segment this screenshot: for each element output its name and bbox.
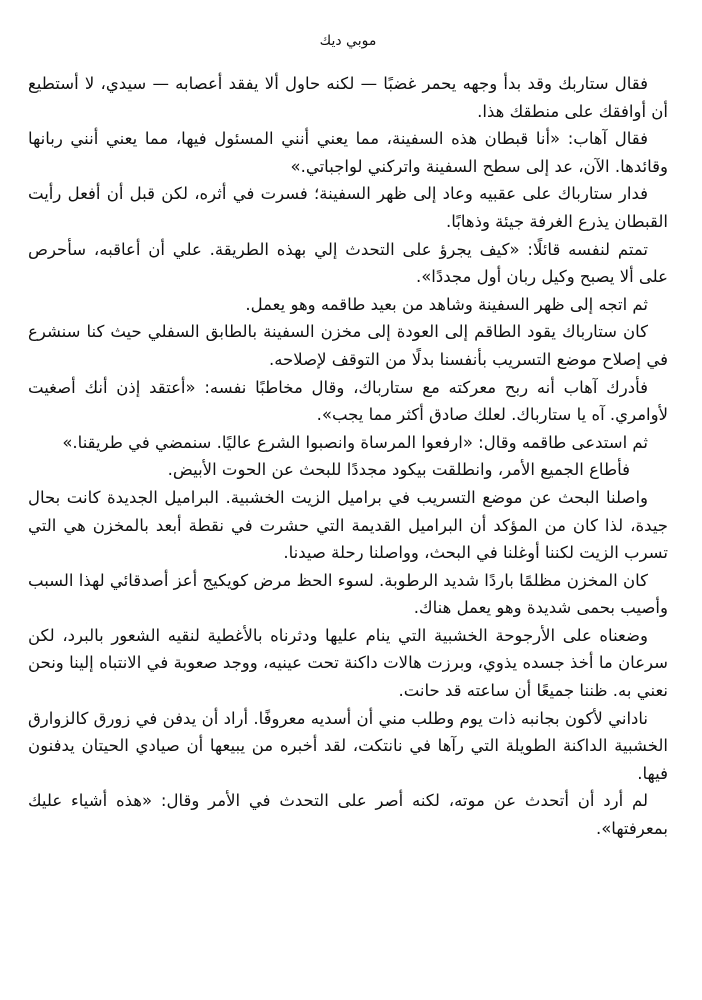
- paragraph: فأطاع الجميع الأمر، وانطلقت بيكود مجددًا للبحث عن الحوت الأبيض.: [167, 460, 630, 480]
- paragraph: فدار ستارباك على عقبيه وعاد إلى ظهر السفينة؛ فسرت في أثره، لكن قبل أن أفعل رأيت القبطان يذرع الغرفة جيئة وذهابًا.: [28, 184, 668, 231]
- paragraph: كان ستارباك يقود الطاقم إلى العودة إلى مخزن السفينة بالطابق السفلي حيث كنا سنشرع في إصلاح موضع التسريب بأنفسنا بدلًا من التوقف لإصلاحه.: [28, 322, 668, 369]
- paragraph: ثم استدعى طاقمه وقال: «ارفعوا المرساة وانصبوا الشرع عاليًا. سنمضي في طريقنا.»: [62, 432, 648, 452]
- paragraph: فقال آهاب: «أنا قبطان هذه السفينة، مما يعني أنني المسئول فيها، مما يعني أنني ربانها وقائدها. الآن، عد إلى سطح السفينة واتركني لواجباتي.»: [28, 129, 668, 176]
- paragraph: واصلنا البحث عن موضع التسريب في براميل الزيت الخشبية. البراميل الجديدة كانت بحال جيدة، لذا كان من المؤكد أن البراميل القديمة التي حشرت في نقطة أبعد بالمخزن هي التي تسرب الزيت لكننا أوغلنا في البحث، وواصلنا رحلة صيدنا.: [28, 487, 668, 563]
- paragraph: فقال ستاربك وقد بدأ وجهه يحمر غضبًا — لكنه حاول ألا يفقد أعصابه — سيدي، لا أستطيع أن أوافقك على منطقك هذا.: [28, 74, 668, 121]
- paragraph: تمتم لنفسه قائلًا: «كيف يجرؤ على التحدث إلي بهذه الطريقة. علي أن أعاقبه، سأحرص على ألا يصبح وكيل ربان أول مجددًا».: [28, 239, 668, 287]
- paragraph: وضعناه على الأرجوحة الخشبية التي ينام عليها ودثرناه بالأغطية لنقيه الشعور بالبرد، لكن سرعان ما أخذ جسده يذوي، وبرزت هالات داكنة تحت عينيه، ووجد صعوبة في الانتباه إلينا ونحن نعني به. ظننا جميعًا أن ساعته قد حانت.: [28, 625, 668, 701]
- running-head: موبي ديك: [319, 33, 377, 49]
- paragraph: كان المخزن مظلمًا باردًا شديد الرطوبة. لسوء الحظ مرض كويكيج أعز أصدقائي لهذا السبب وأصيب بحمى شديدة وهو يعمل هناك.: [28, 570, 668, 618]
- paragraph: فأدرك آهاب أنه ربح معركته مع ستارباك، وقال مخاطبًا نفسه: «أعتقد إذن أنك أصغيت لأوامري. آه يا ستارباك. لعلك صادق أكثر مما يجب».: [28, 377, 668, 425]
- paragraph: لم أرد أن أتحدث عن موته، لكنه أصر على التحدث في الأمر وقال: «هذه أشياء عليك بمعرفتها».: [28, 791, 668, 839]
- body-text: [28, 70, 668, 843]
- paragraph: ناداني لأكون بجانبه ذات يوم وطلب مني أن أسديه معروفًا. أراد أن يدفن في زورق كالزوارق الخشبية الداكنة الطويلة التي رآها في نانتكت، لقد أخبره من يبيعها أن صيادي الحيتان يدفنون فيها.: [28, 708, 668, 783]
- paragraph: ثم اتجه إلى ظهر السفينة وشاهد من بعيد طاقمه وهو يعمل.: [245, 294, 648, 314]
